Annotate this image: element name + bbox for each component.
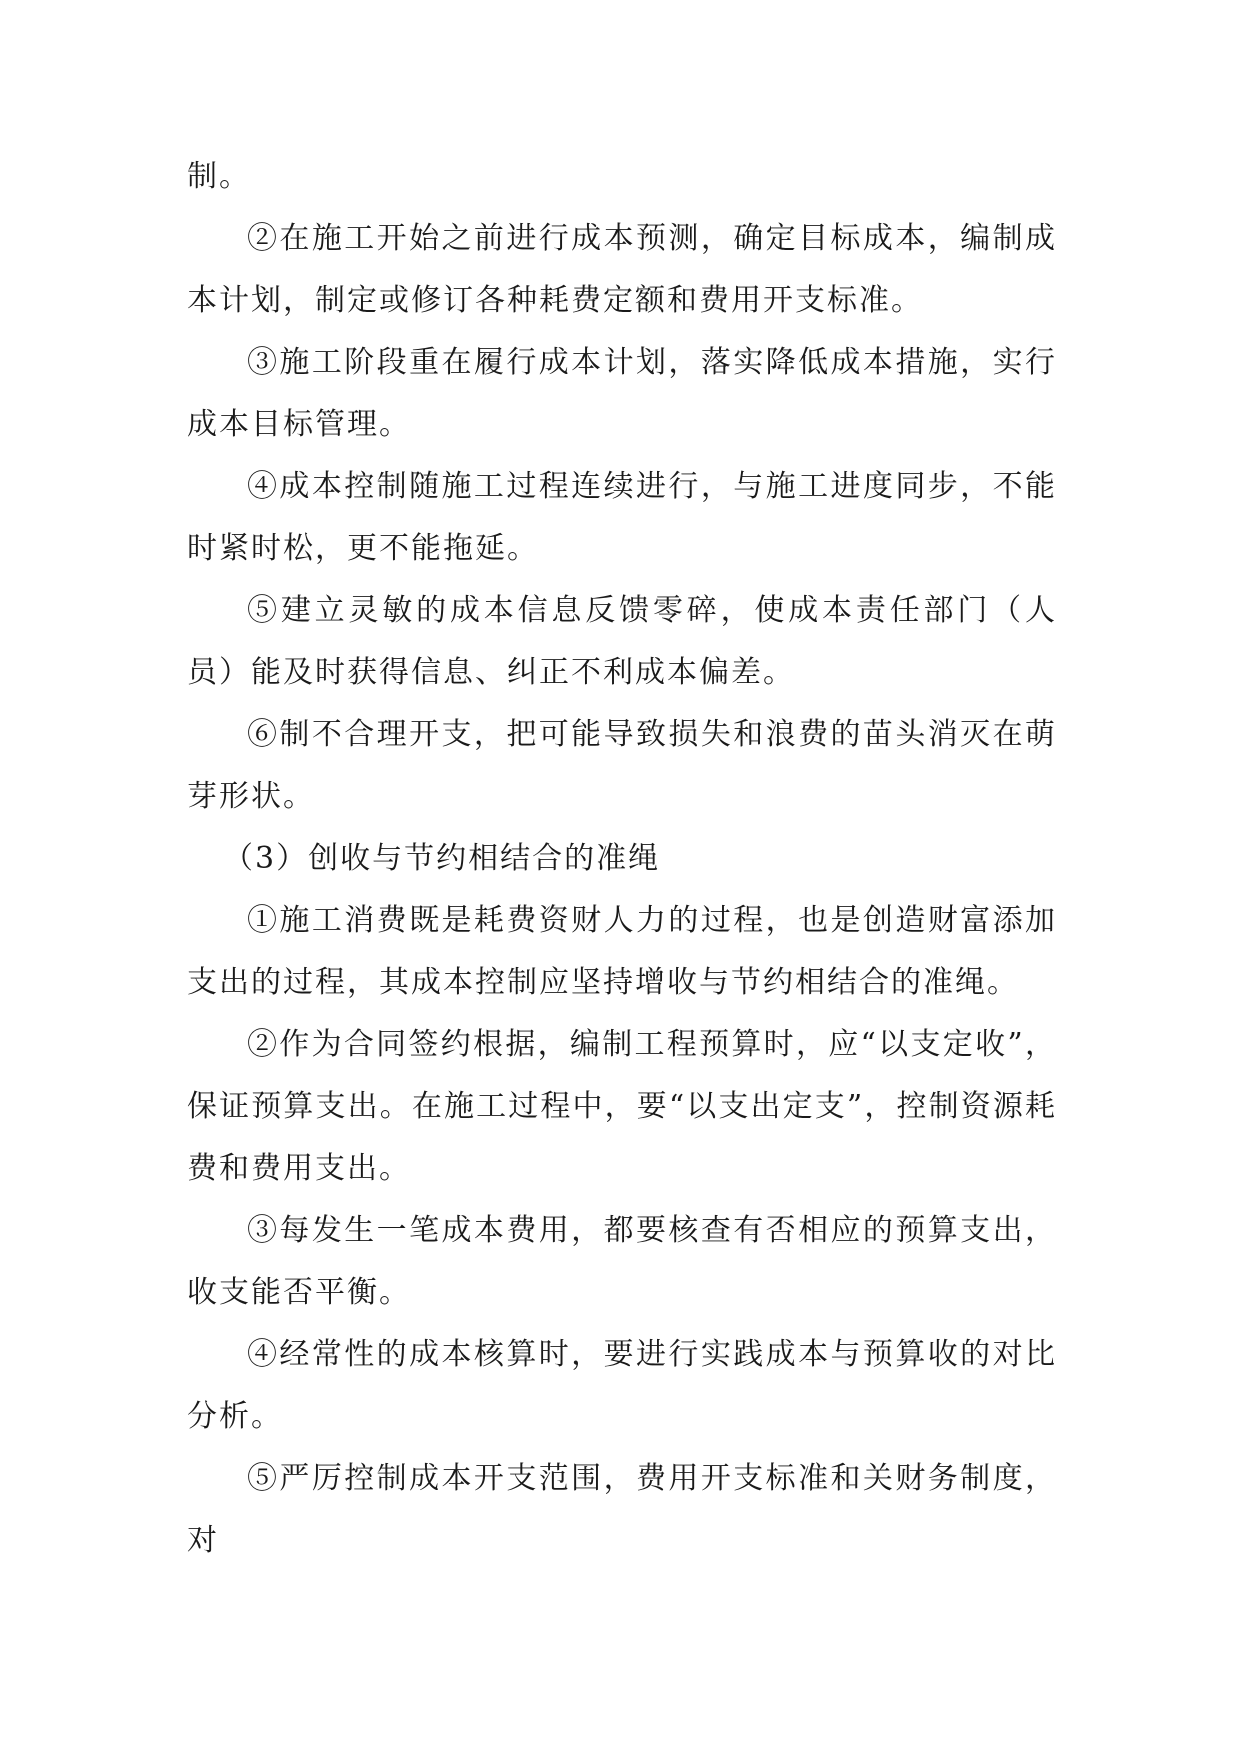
paragraph-item-4: ④成本控制随施工过程连续进行，与施工进度同步，不能时紧时松，更不能拖延。 [187,469,1057,566]
paragraph-item-3: ③施工阶段重在履行成本计划，落实降低成本措施，实行成本目标管理。 [187,345,1057,442]
section-heading-3: （3）创收与节约相结合的准绳 [223,841,661,876]
paragraph-item-5b: ⑤严厉控制成本开支范围，费用开支标准和关财务制度，对 [187,1461,1057,1558]
paragraph-item-6: ⑥制不合理开支，把可能导致损失和浪费的苗头消灭在萌芽形状。 [187,717,1057,814]
paragraph-continuation: 制。 [187,159,251,194]
paragraph-item-4b: ④经常性的成本核算时，要进行实践成本与预算收的对比分析。 [187,1337,1057,1434]
paragraph-item-3b: ③每发生一笔成本费用，都要核查有否相应的预算支出，收支能否平衡。 [187,1213,1057,1310]
document-body [187,146,1057,1572]
paragraph-item-1: ①施工消费既是耗费资财人力的过程，也是创造财富添加支出的过程，其成本控制应坚持增收与节约相结合的准绳。 [187,903,1057,1000]
paragraph-item-2b: ②作为合同签约根据，编制工程预算时，应“以支定收”，保证预算支出。在施工过程中，要“以支出定支”，控制资源耗费和费用支出。 [187,1027,1057,1186]
paragraph-item-2: ②在施工开始之前进行成本预测，确定目标成本，编制成本计划，制定或修订各种耗费定额和费用开支标准。 [187,221,1057,318]
paragraph-item-5: ⑤建立灵敏的成本信息反馈零碎，使成本责任部门（人员）能及时获得信息、纠正不利成本偏差。 [187,593,1057,690]
